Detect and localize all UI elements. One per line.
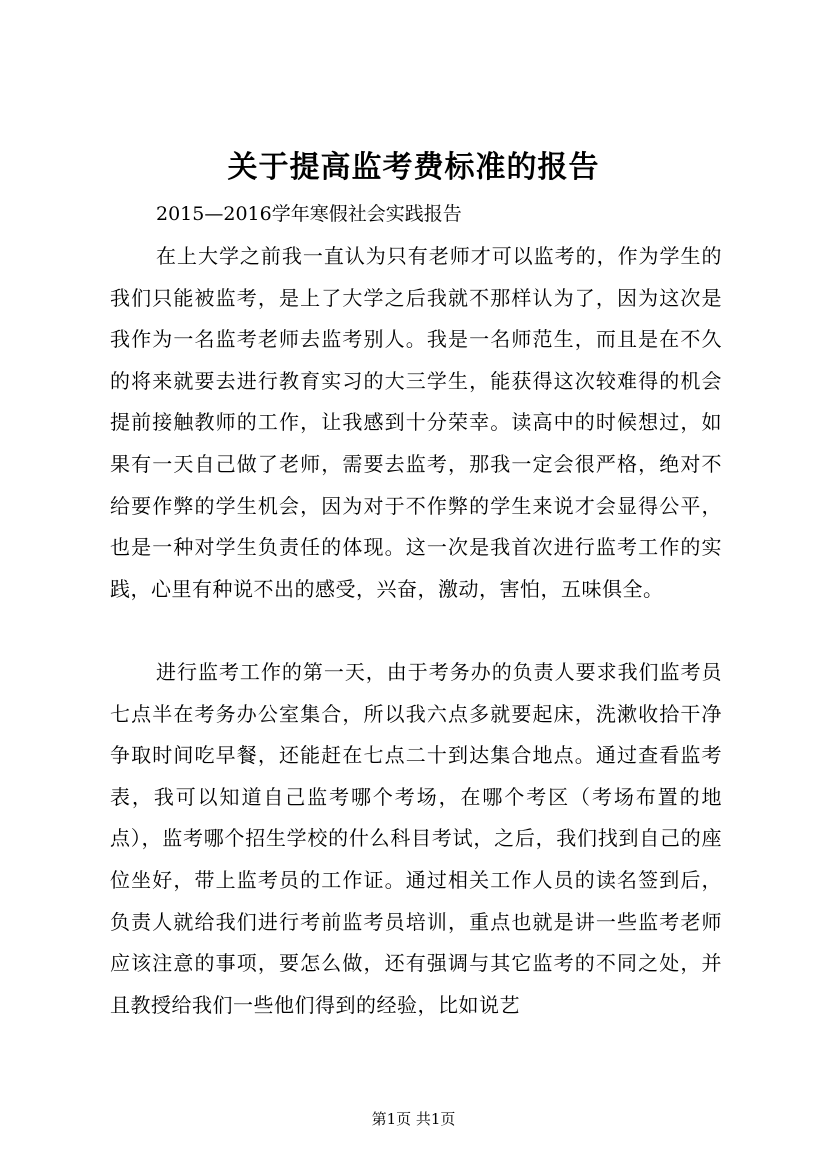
- paragraph-2: 进行监考工作的第一天，由于考务办的负责人要求我们监考员七点半在考务办公室集合，所以我六点多就要起床，洗漱收拾干净争取时间吃早餐，还能赶在七点二十到达集合地点。通过查看监考表，我可以知道自己监考哪个考场，在哪个考区（考场布置的地点），监考哪个招生学校的什么科目考试，之后，我们找到自己的座位坐好，带上监考员的工作证。通过相关工作人员的读名签到后，负责人就给我们进行考前监考员培训，重点也就是讲一些监考老师应该注意的事项，要怎么做，还有强调与其它监考的不同之处，并且教授给我们一些他们得到的经验，比如说艺: [110, 660, 722, 1017]
- document-subtitle: 2015—2016学年寒假社会实践报告: [156, 203, 462, 225]
- document-title: 关于提高监考费标准的报告: [227, 150, 600, 185]
- paragraph-1: 在上大学之前我一直认为只有老师才可以监考的，作为学生的我们只能被监考，是上了大学之后我就不那样认为了，因为这次是我作为一名监考老师去监考别人。我是一名师范生，而且是在不久的将来就要去进行教育实习的大三学生，能获得这次较难得的机会提前接触教师的工作，让我感到十分荣幸。读高中的时候想过，如果有一天自己做了老师，需要去监考，那我一定会很严格，绝对不给要作弊的学生机会，因为对于不作弊的学生来说才会显得公平，也是一种对学生负责任的体现。这一次是我首次进行监考工作的实践，心里有种说不出的感受，兴奋，激动，害怕，五味俱全。: [110, 244, 722, 601]
- page-footer: 第1页 共1页: [371, 1110, 456, 1128]
